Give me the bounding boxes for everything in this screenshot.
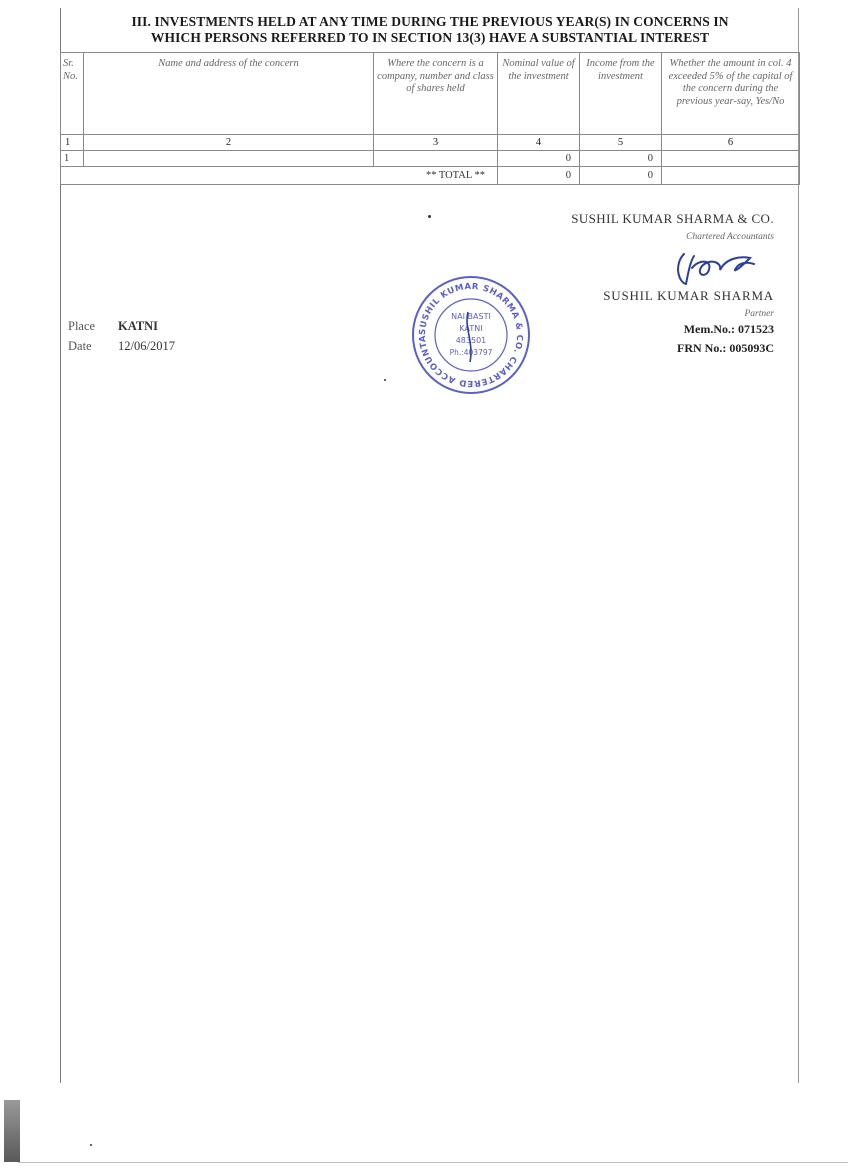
col-number-6: 6 <box>662 135 800 151</box>
total-nominal-value: 0 <box>498 167 580 185</box>
col-header-income: Income from the investment <box>580 53 662 135</box>
heading-line-1: III. INVESTMENTS HELD AT ANY TIME DURING THE PREVIOUS YEAR(S) IN CONCERNS IN <box>131 14 729 29</box>
firm-seal-stamp <box>408 272 534 403</box>
col-number-3: 3 <box>374 135 498 151</box>
firm-name: SUSHIL KUMAR SHARMA & CO. <box>571 211 774 226</box>
col-number-2: 2 <box>84 135 374 151</box>
cell-income: 0 <box>580 151 662 167</box>
total-label: ** TOTAL ** <box>374 167 498 185</box>
table-row <box>61 151 800 167</box>
cell-sr-no: 1 <box>61 151 84 167</box>
cell-shares-held <box>374 151 498 167</box>
total-blank-2 <box>84 167 374 185</box>
place-value: KATNI <box>118 319 159 333</box>
total-row <box>61 167 800 185</box>
total-blank-1 <box>61 167 84 185</box>
handwritten-signature <box>670 244 760 293</box>
svg-text:KATNI: KATNI <box>459 324 483 333</box>
signer-name: SUSHIL KUMAR SHARMA <box>603 288 774 303</box>
date-label: Date <box>68 339 92 353</box>
col-header-sr-no: Sr. No. <box>61 53 84 135</box>
svg-text:Ph.:403797: Ph.:403797 <box>449 348 493 357</box>
svg-text:SUSHIL KUMAR SHARMA & CO. CHAR: SUSHIL KUMAR SHARMA & CO. CHARTERED ACCOUNTA <box>417 281 525 389</box>
col-header-name-address: Name and address of the concern <box>84 53 374 135</box>
col-number-4: 4 <box>498 135 580 151</box>
col-number-1: 1 <box>61 135 84 151</box>
investments-table <box>60 52 800 185</box>
table-header-row <box>61 53 800 135</box>
col-number-5: 5 <box>580 135 662 151</box>
svg-text:483501: 483501 <box>455 336 487 345</box>
col-header-exceeded-5pct: Whether the amount in col. 4 exceeded 5% of the capital of the concern during the previous year-say, Yes/No <box>662 53 800 135</box>
membership-number: Mem.No.: 071523 <box>683 322 774 336</box>
ink-speck <box>384 379 386 381</box>
col-header-nominal-value: Nominal value of the investment <box>498 53 580 135</box>
total-income: 0 <box>580 167 662 185</box>
signer-role: Partner <box>744 309 774 319</box>
place-label: Place <box>68 319 96 333</box>
ink-speck <box>428 215 431 218</box>
svg-text:NAI BASTI: NAI BASTI <box>451 312 491 321</box>
scan-edge-shadow <box>4 1100 20 1162</box>
cell-name-address <box>84 151 374 167</box>
total-exceeded <box>662 167 800 185</box>
col-header-shares-held: Where the concern is a company, number and class of shares held <box>374 53 498 135</box>
heading-line-2: WHICH PERSONS REFERRED TO IN SECTION 13(3) HAVE A SUBSTANTIAL INTEREST <box>150 30 710 45</box>
page-bottom-edge <box>18 1162 848 1163</box>
date-value: 12/06/2017 <box>118 339 175 353</box>
cell-nominal-value: 0 <box>498 151 580 167</box>
firm-subtitle: Chartered Accountants <box>686 232 774 242</box>
cell-exceeded <box>662 151 800 167</box>
section-heading <box>70 14 790 46</box>
ink-speck <box>90 1144 92 1146</box>
column-number-row <box>61 135 800 151</box>
frn-number: FRN No.: 005093C <box>677 341 774 355</box>
